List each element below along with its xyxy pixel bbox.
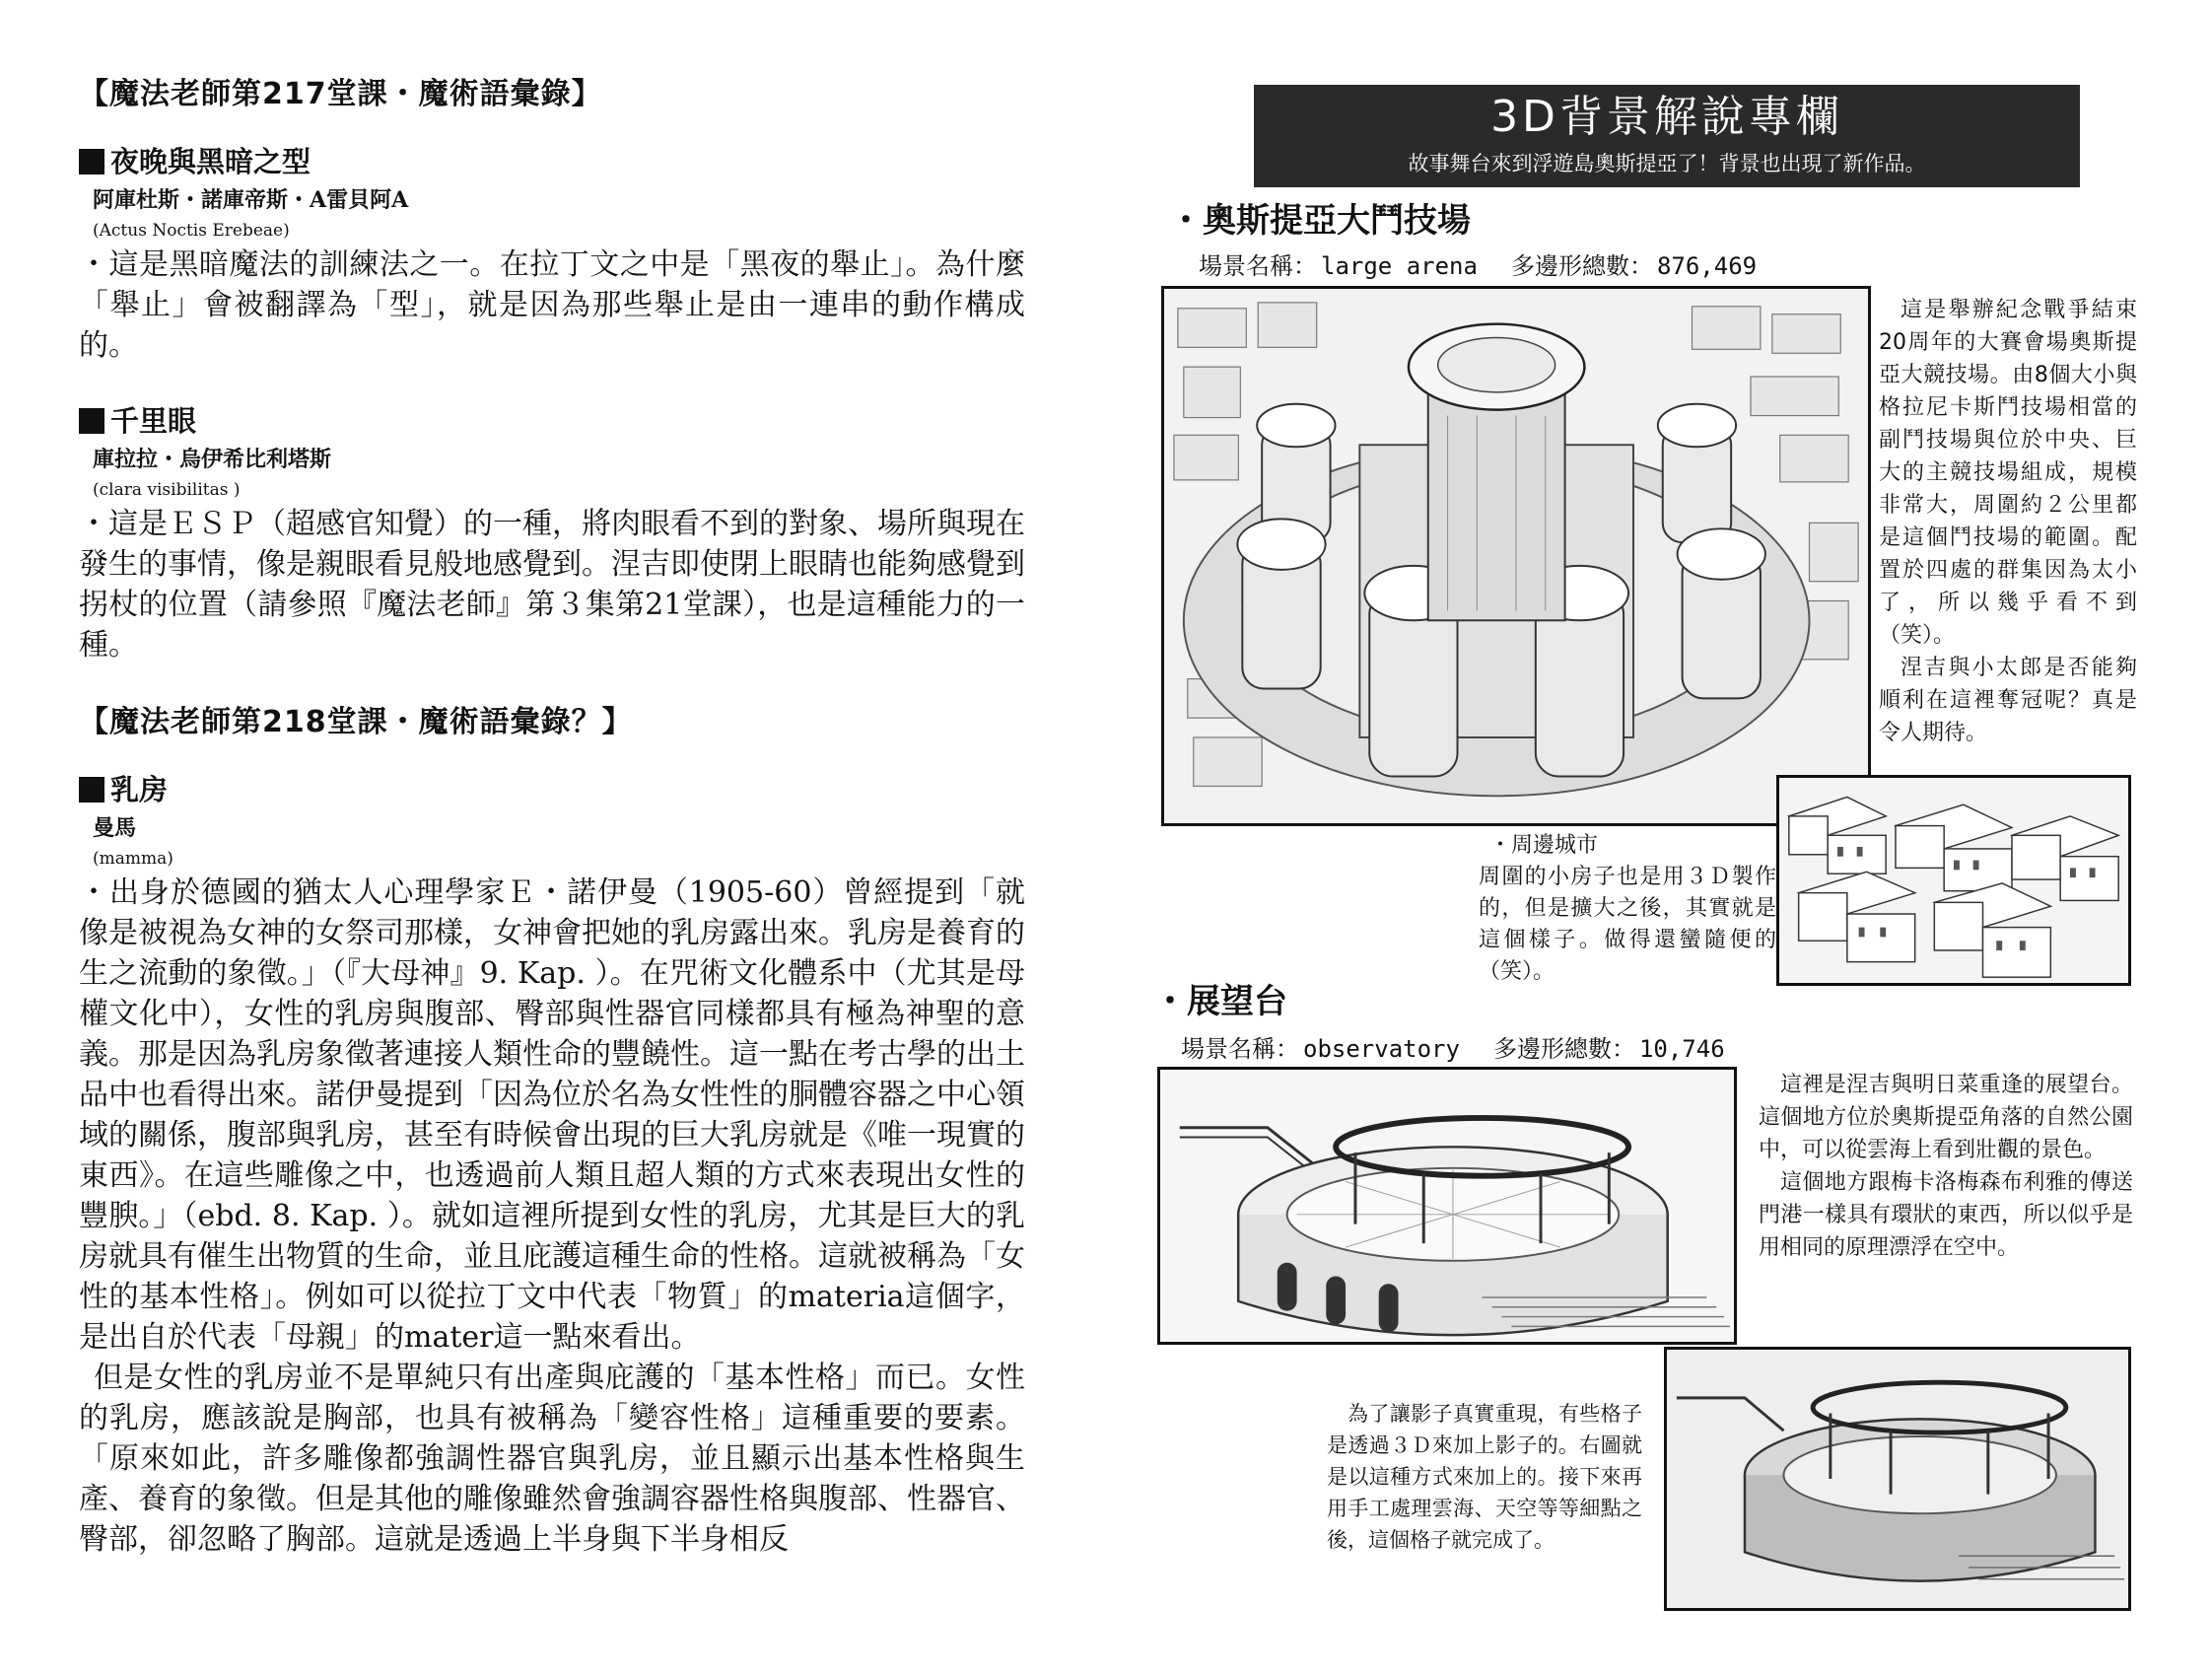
term-title-text: 乳房 xyxy=(110,773,169,806)
town-note xyxy=(1479,830,1776,988)
observatory-description-text: 這裡是涅吉與明日菜重逢的展望台。這個地方位於奧斯提亞角落的自然公園中，可以從雲海上看到壯觀的景色。 xyxy=(1759,1073,2133,1162)
shadow-note-text: 為了讓影子真實重現，有些格子是透過３Ｄ來加上影子的。右圖就是以這種方式來加上的。接下來再用手工處理雲海、天空等等細點之後，這個格子就完成了。 xyxy=(1327,1402,1642,1552)
term-reading: 庫拉拉・烏伊希比利塔斯 xyxy=(93,447,332,472)
term-latin: (Actus Noctis Erebeae) xyxy=(93,221,290,241)
chapter-header: 【魔法老師第218堂課・魔術語彙錄？】 xyxy=(79,705,633,739)
term-description: ・出身於德國的猶太人心理學家Ｅ・諾伊曼（1905-60）曾經提到「就像是被視為女神的女祭司那樣，女神會把她的乳房露出來。乳房是養育的生之流動的象徵。」（『大母神』9. Kap. ）。在咒術文化體系中（尤其是母權文化中），女性的乳房與腹部、臀部與性器官同樣都具有極為神聖的意義。那是因為乳房象徵著連接人類性命的豐饒性。這一點在考古學的出土品中也看得出來。諾伊曼提到「因為位於名為女性性的胴體容器之中心領域的關係，腹部與乳房，甚至有時候會出現的巨大乳房就是《唯一現實的東西》。在這些雕像之中，也透過前人類且超人類的方式來表現出女性的豐腴。」（ebd. 8. Kap. ）。就如這裡所提到女性的乳房，尤其是巨大的乳房就具有催生出物質的生命，並且庇護這種生命的性格。這就被稱為「女性的基本性格」。例如可以從拉丁文中代表「物質」的materia這個字，是出自於代表「母親」的mater這一點來看出。 xyxy=(79,875,1025,1355)
observatory-description-text-2: 這個地方跟梅卡洛梅森布利雅的傳送門港一樣具有環狀的東西，所以似乎是用相同的原理漂浮在空中。 xyxy=(1759,1170,2133,1260)
term-latin: (clara visibilitas ) xyxy=(93,480,241,500)
polygon-label: 多邊形總數： xyxy=(1492,1035,1635,1063)
term-title xyxy=(79,140,1025,183)
term-description: ・這是黑暗魔法的訓練法之一。在拉丁文之中是「黑夜的舉止」。為什麼「舉止」會被翻譯為「型」，就是因為那些舉止是由一連串的動作構成的。 xyxy=(79,247,1025,363)
arena-render-image xyxy=(1161,286,1871,826)
arena-description-text-2: 涅吉與小太郎是否能夠順利在這裡奪冠呢？真是令人期待。 xyxy=(1879,656,2137,745)
scene-name-label: 場景名稱： xyxy=(1181,1035,1299,1063)
banner-subtitle: 故事舞台來到浮遊島奧斯提亞了！背景也出現了新作品。 xyxy=(1408,152,1926,175)
arena-description-text: 這是舉辦紀念戰爭結束20周年的大賽會場奧斯提亞大競技場。由8個大小與格拉尼卡斯鬥技場相當的副鬥技場與位於中央、巨大的主競技場組成，規模非常大，周圍約２公里都是這個鬥技場的範圍。配置於四處的群集因為太小了，所以幾乎看不到（笑）。 xyxy=(1879,298,2137,648)
town-caption: ・周邊城市 xyxy=(1489,833,1599,858)
black-square-icon xyxy=(79,408,104,434)
arena-scene-info xyxy=(1199,248,1761,284)
term-title-text: 千里眼 xyxy=(110,404,197,438)
observatory-render-image xyxy=(1157,1067,1737,1345)
glossary-entry xyxy=(79,768,1025,1560)
term-title xyxy=(79,768,1025,811)
black-square-icon xyxy=(79,149,104,175)
scene-name-label: 場景名稱： xyxy=(1199,252,1317,280)
glossary-entry xyxy=(79,399,1025,665)
scene-name: large arena xyxy=(1321,252,1478,280)
observatory-description xyxy=(1759,1069,2133,1264)
term-title-text: 夜晚與黑暗之型 xyxy=(110,145,311,178)
observatory-title: ・展望台 xyxy=(1153,982,1287,1021)
banner-title: 3D背景解說專欄 xyxy=(1490,92,1843,142)
term-reading: 曼馬 xyxy=(93,815,137,841)
glossary-entry xyxy=(79,140,1025,366)
observatory-shadow-render-image xyxy=(1664,1347,2131,1611)
polygon-label: 多邊形總數： xyxy=(1510,252,1653,280)
arena-description xyxy=(1879,294,2137,749)
column-banner xyxy=(1254,85,2080,187)
polygon-count: 876,469 xyxy=(1656,252,1758,280)
chapter-header: 【魔法老師第217堂課・魔術語彙錄】 xyxy=(79,77,602,111)
black-square-icon xyxy=(79,777,104,803)
shadow-note xyxy=(1327,1398,1642,1556)
observatory-scene-info xyxy=(1181,1031,1729,1067)
polygon-count: 10,746 xyxy=(1638,1035,1725,1063)
scene-name: observatory xyxy=(1303,1035,1460,1063)
town-description: 周圍的小房子也是用３Ｄ製作的，但是擴大之後，其實就是這個樣子。做得還蠻隨便的（笑）。 xyxy=(1479,865,1776,984)
term-description: ・這是ＥＳＰ（超感官知覺）的一種，將肉眼看不到的對象、場所與現在發生的事情，像是親眼看見般地感覺到。涅吉即使閉上眼睛也能夠感覺到拐杖的位置（請參照『魔法老師』第３集第21堂課），也是這種能力的一種。 xyxy=(79,507,1025,663)
term-title xyxy=(79,399,1025,443)
term-latin: (mamma) xyxy=(93,849,173,869)
arena-title: ・奧斯提亞大鬥技場 xyxy=(1169,201,1471,241)
term-description-continued: 但是女性的乳房並不是單純只有出產與庇護的「基本性格」而已。女性的乳房，應該說是胸部，也具有被稱為「變容性格」這種重要的要素。「原來如此，許多雕像都強調性器官與乳房，並且顯示出基本性格與生產、養育的象徵。但是其他的雕像雖然會強調容器性格與腹部、性器官、臀部，卻忽略了胸部。這就是透過上半身與下半身相反 xyxy=(79,1361,1025,1557)
term-reading: 阿庫杜斯・諾庫帝斯・A雷貝阿A xyxy=(93,187,409,213)
glossary-page xyxy=(79,71,1025,1648)
town-render-image xyxy=(1776,775,2131,986)
